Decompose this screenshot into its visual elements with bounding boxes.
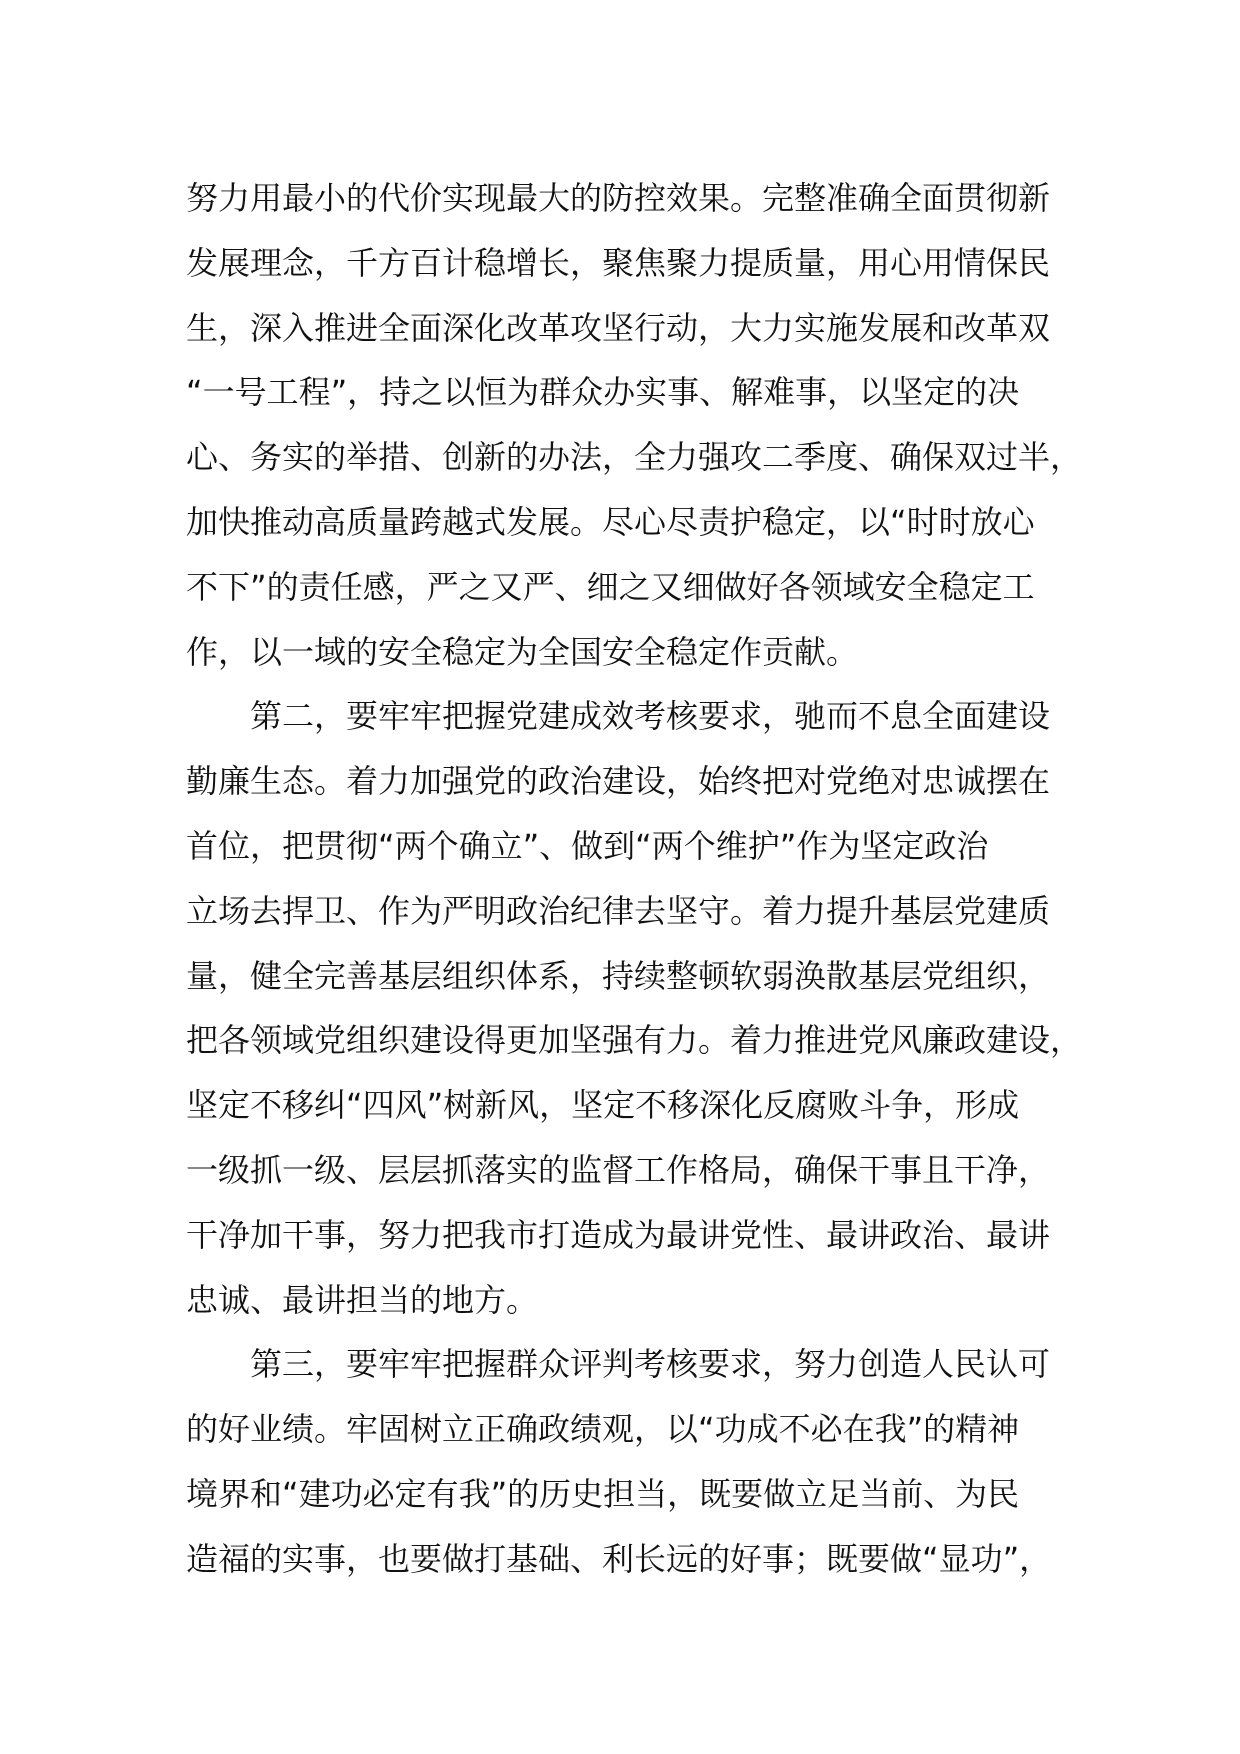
text-line: 把各领域党组织建设得更加坚强有力。着力推进党风廉政建设， <box>186 1021 1083 1060</box>
text-line: 发展理念，千方百计稳增长，聚焦聚力提质量，用心用情保民 <box>186 243 1051 282</box>
text-line: 不下”的责任感，严之又严、细之又细做好各领域安全稳定工 <box>186 567 1035 606</box>
text-line: 的好业绩。牢固树立正确政绩观，以“功成不必在我”的精神 <box>186 1410 1020 1449</box>
text-line: 首位，把贯彻“两个确立”、做到“两个维护”作为坚定政治 <box>186 826 989 865</box>
text-line: 心、务实的举措、创新的办法，全力强攻二季度、确保双过半， <box>186 438 1083 477</box>
text-line: 一级抓一级、层层抓落实的监督工作格局，确保干事且干净， <box>186 1150 1051 1189</box>
paragraph-start-line: 第三，要牢牢把握群众评判考核要求，努力创造人民认可 <box>250 1345 1051 1384</box>
text-line: 生，深入推进全面深化改革攻坚行动，大力实施发展和改革双 <box>186 308 1051 347</box>
text-line: 勤廉生态。着力加强党的政治建设，始终把对党绝对忠诚摆在 <box>186 762 1051 801</box>
text-line: 加快推动高质量跨越式发展。尽心尽责护稳定，以“时时放心 <box>186 502 1035 541</box>
text-line: 坚定不移纠“四风”树新风，坚定不移深化反腐败斗争，形成 <box>186 1086 1020 1125</box>
text-line: 忠诚、最讲担当的地方。 <box>186 1280 539 1319</box>
text-line: 努力用最小的代价实现最大的防控效果。完整准确全面贯彻新 <box>186 179 1051 217</box>
paragraph-start-line: 第二，要牢牢把握党建成效考核要求，驰而不息全面建设 <box>250 697 1051 736</box>
text-line: 作，以一域的安全稳定为全国安全稳定作贡献。 <box>186 632 859 671</box>
document-body <box>186 166 1086 1592</box>
text-line: “一号工程”，持之以恒为群众办实事、解难事，以坚定的决 <box>186 373 1020 412</box>
text-line: 境界和“建功必定有我”的历史担当，既要做立足当前、为民 <box>186 1474 1020 1513</box>
text-line: 干净加干事，努力把我市打造成为最讲党性、最讲政治、最讲 <box>186 1215 1051 1254</box>
text-line: 量，健全完善基层组织体系，持续整顿软弱涣散基层党组织， <box>186 956 1051 995</box>
text-line: 造福的实事，也要做打基础、利长远的好事；既要做“显功”， <box>186 1539 1052 1578</box>
text-line: 立场去捍卫、作为严明政治纪律去坚守。着力提升基层党建质 <box>186 891 1051 930</box>
